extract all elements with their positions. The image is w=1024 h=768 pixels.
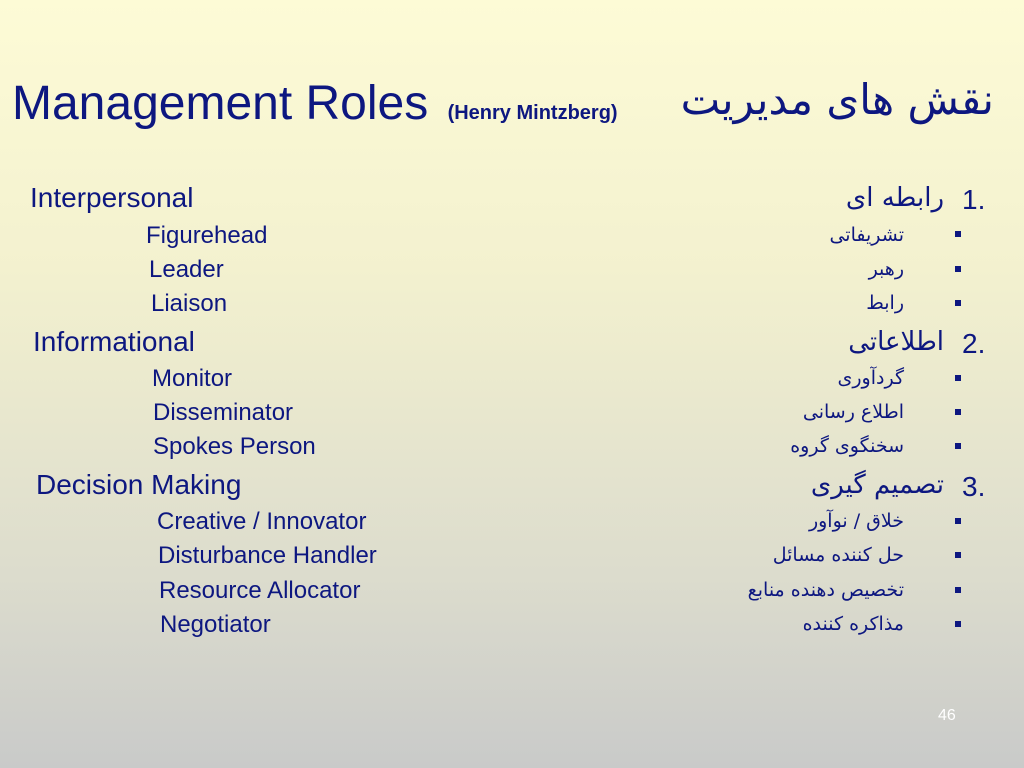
- role-persian: تشریفاتی: [829, 224, 904, 246]
- role-english: Spokes Person: [153, 433, 316, 460]
- category-persian: اطلاعاتی: [848, 327, 944, 357]
- role-english: Disturbance Handler: [158, 542, 377, 569]
- role-english: Figurehead: [146, 222, 268, 249]
- square-bullet-icon: [955, 587, 961, 593]
- square-bullet-icon: [955, 409, 961, 415]
- role-english: Leader: [149, 256, 224, 283]
- category-persian: تصمیم گیری: [810, 470, 944, 500]
- square-bullet-icon: [955, 621, 961, 627]
- role-english: Creative / Innovator: [157, 508, 367, 535]
- category-number: 1.: [962, 184, 986, 215]
- role-persian: رهبر: [868, 258, 904, 280]
- role-english: Negotiator: [160, 611, 271, 638]
- title-persian: نقش های مدیریت: [680, 75, 994, 124]
- role-persian: حل کننده مسائل: [772, 544, 904, 566]
- category-number: 3.: [962, 471, 986, 502]
- square-bullet-icon: [955, 375, 961, 381]
- square-bullet-icon: [955, 518, 961, 524]
- role-persian: رابط: [866, 292, 904, 314]
- role-persian: مذاکره کننده: [802, 613, 904, 635]
- category-english: Informational: [33, 326, 195, 357]
- role-persian: تخصیص دهنده منابع: [747, 579, 904, 601]
- role-english: Liaison: [151, 290, 228, 317]
- square-bullet-icon: [955, 552, 961, 558]
- role-persian: اطلاع رسانی: [802, 401, 904, 423]
- square-bullet-icon: [955, 231, 961, 237]
- role-persian: گردآوری: [837, 367, 904, 389]
- slide-title: [12, 74, 618, 143]
- square-bullet-icon: [955, 266, 961, 272]
- role-persian: خلاق / نوآور: [808, 510, 904, 532]
- page-number: 46: [938, 707, 956, 724]
- category-english: Interpersonal: [30, 182, 194, 213]
- role-english: Monitor: [152, 365, 233, 392]
- category-english: Decision Making: [36, 469, 242, 500]
- role-english: Resource Allocator: [159, 577, 361, 604]
- category-persian: رابطه ای: [845, 183, 944, 213]
- role-english: Disseminator: [153, 399, 294, 426]
- category-number: 2.: [962, 328, 986, 359]
- title-english: Management Roles: [12, 77, 429, 130]
- title-subtitle: (Henry Mintzberg): [447, 102, 618, 124]
- square-bullet-icon: [955, 443, 961, 449]
- role-persian: سخنگوی گروه: [790, 435, 904, 457]
- square-bullet-icon: [955, 300, 961, 306]
